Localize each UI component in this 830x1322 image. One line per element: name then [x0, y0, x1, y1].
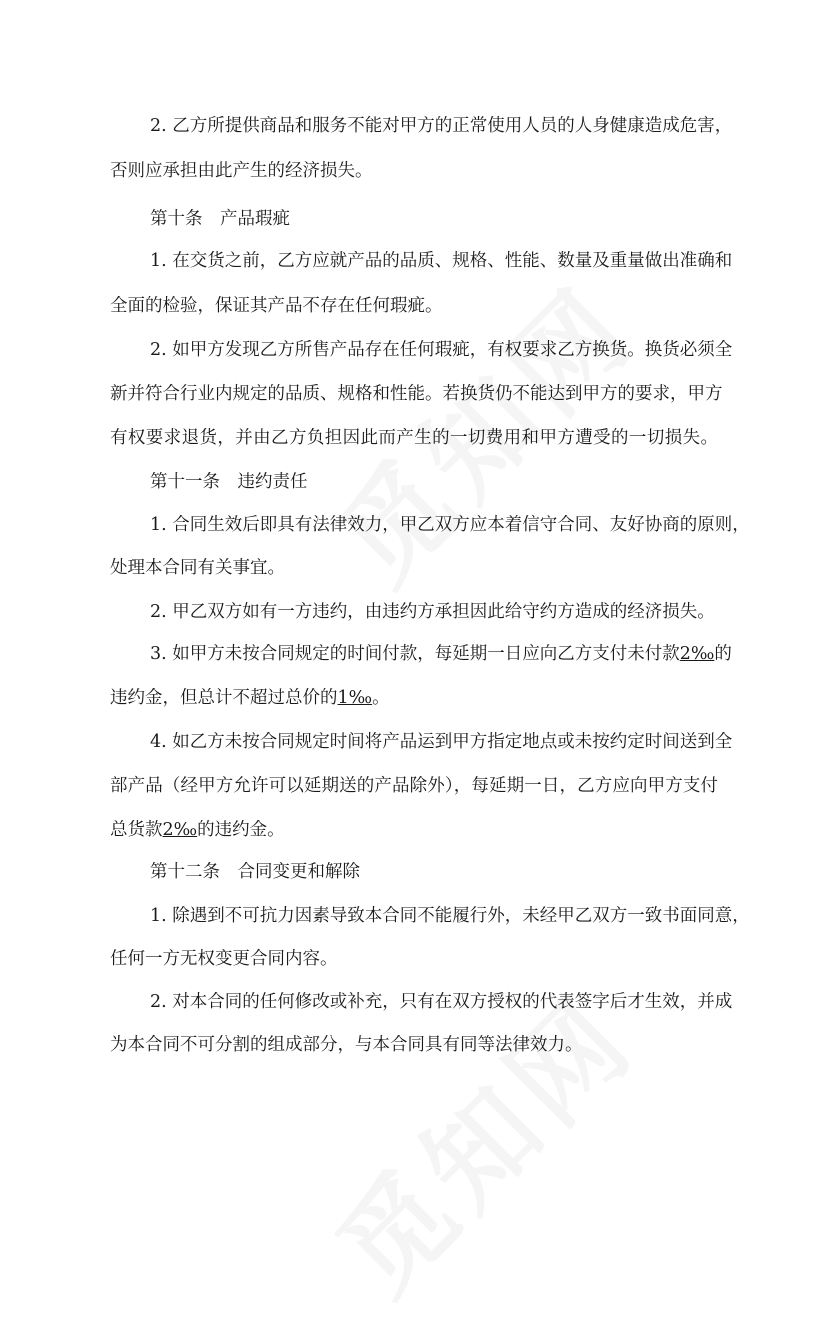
paragraph-line: 全面的检验，保证其产品不存在任何瑕疵。 [110, 296, 443, 316]
paragraph-line: 有权要求退货，并由乙方负担因此而产生的一切费用和甲方遭受的一切损失。 [110, 428, 718, 448]
paragraph-text: 的违约金。 [197, 820, 285, 840]
section-heading: 第十二条 合同变更和解除 [150, 862, 360, 882]
penalty-rate: 2‰ [162, 820, 198, 840]
paragraph-line: 2. 如甲方发现乙方所售产品存在任何瑕疵，有权要求乙方换货。换货必须全 [150, 340, 733, 360]
paragraph-line [110, 686, 720, 710]
paragraph-line: 处理本合同有关事宜。 [110, 558, 285, 578]
paragraph-line: 部产品（经甲方允许可以延期送的产品除外），每延期一日，乙方应向甲方支付 [110, 776, 718, 796]
paragraph-line: 2. 甲乙双方如有一方违约，由违约方承担因此给守约方造成的经济损失。 [150, 602, 715, 622]
paragraph-text: 总货款 [110, 820, 163, 840]
paragraph-line: 2. 乙方所提供商品和服务不能对甲方的正常使用人员的人身健康造成危害， [150, 116, 733, 136]
paragraph-line [150, 642, 760, 666]
paragraph-text: 的 [714, 644, 732, 664]
paragraph-line: 2. 对本合同的任何修改或补充，只有在双方授权的代表签字后才生效，并成 [150, 992, 733, 1012]
paragraph-line: 新并符合行业内规定的品质、规格和性能。若换货仍不能达到甲方的要求，甲方 [110, 384, 723, 404]
penalty-cap-rate: 1‰ [337, 688, 373, 708]
section-heading: 第十条 产品瑕疵 [150, 209, 290, 229]
paragraph-line [110, 818, 720, 842]
paragraph-line: 4. 如乙方未按合同规定时间将产品运到甲方指定地点或未按约定时间送到全 [150, 732, 733, 752]
paragraph-line: 为本合同不可分割的组成部分，与本合同具有同等法律效力。 [110, 1035, 583, 1055]
paragraph-line: 1. 在交货之前，乙方应就产品的品质、规格、性能、数量及重量做出准确和 [150, 251, 733, 271]
paragraph-text: 3. 如甲方未按合同规定的时间付款，每延期一日应向乙方支付未付款 [150, 644, 680, 664]
paragraph-line: 否则应承担由此产生的经济损失。 [110, 161, 373, 181]
paragraph-line: 1. 合同生效后即具有法律效力，甲乙双方应本着信守合同、友好协商的原则， [150, 515, 750, 535]
penalty-rate: 2‰ [679, 644, 715, 664]
section-heading: 第十一条 违约责任 [150, 472, 308, 492]
paragraph-text: 。 [372, 688, 390, 708]
paragraph-line: 1. 除遇到不可抗力因素导致本合同不能履行外，未经甲乙双方一致书面同意， [150, 906, 750, 926]
paragraph-text: 违约金，但总计不超过总价的 [110, 688, 338, 708]
paragraph-line: 任何一方无权变更合同内容。 [110, 949, 338, 969]
